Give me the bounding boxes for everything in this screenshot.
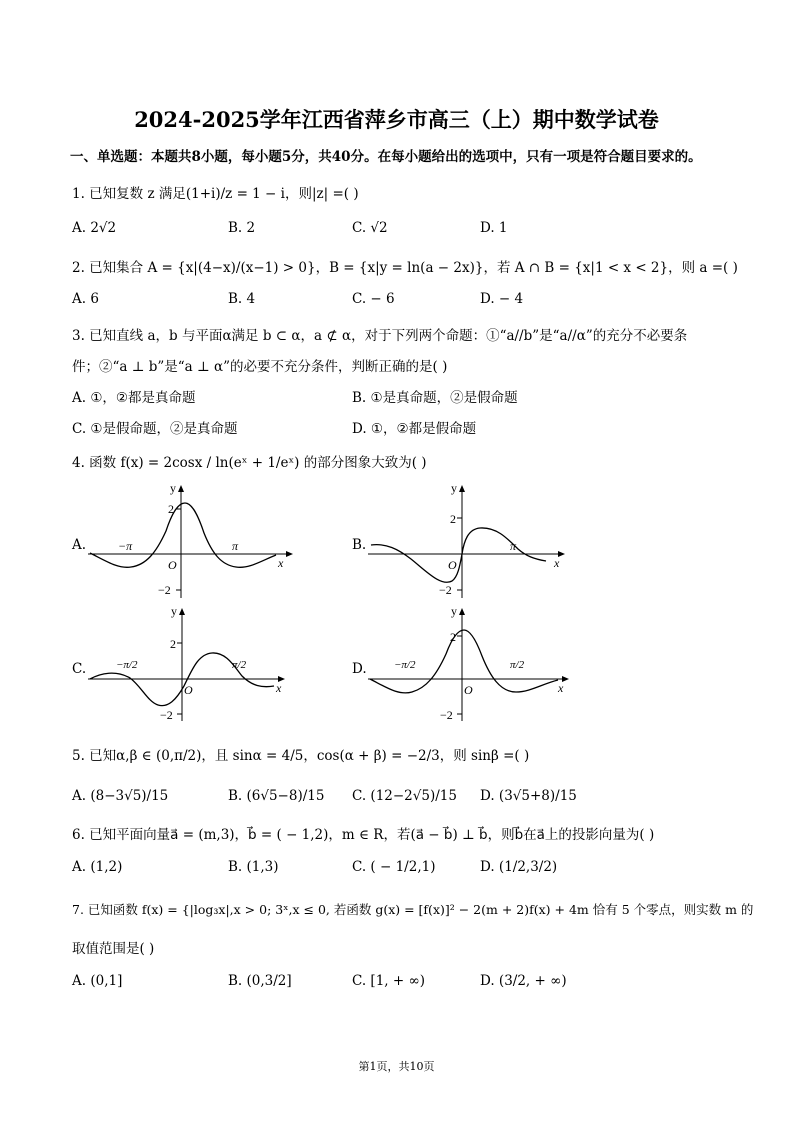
label-2: 2	[450, 512, 456, 526]
x-label: x	[558, 681, 564, 695]
x-arrow-icon	[286, 551, 293, 557]
label-2: 2	[168, 502, 174, 516]
question-1-stem: 1. 已知复数 z 满足(1+i)/z = 1 − i，则|z| =( )	[72, 186, 359, 202]
q6-option-d: D. (1/2,3/2)	[480, 859, 558, 875]
q4-option-d-label: D.	[352, 661, 367, 677]
q3-option-a: A. ①，②都是真命题	[72, 390, 196, 406]
q3-option-b: B. ①是真命题，②是假命题	[352, 390, 518, 406]
q1-option-b: B. 2	[228, 220, 256, 236]
origin-label: O	[464, 683, 473, 697]
question-7-stem: 7. 已知函数 f(x) = {|log₃x|,x > 0; 3ˣ,x ≤ 0, 若函数 g(x) = [f(x)]² − 2(m + 2)f(x) + 4m 恰有 5 个零点，则实数 m 的	[72, 902, 754, 917]
q2-option-c: C. − 6	[352, 291, 395, 307]
graph-c	[86, 606, 296, 724]
origin-label: O	[448, 558, 457, 572]
y-arrow-icon	[459, 485, 465, 492]
q2-option-b: B. 4	[228, 291, 256, 307]
q5-option-c: C. (12−2√5)/15	[352, 788, 457, 804]
graph-d	[366, 606, 576, 724]
curve	[90, 503, 276, 567]
q7-option-a: A. (0,1]	[72, 973, 123, 989]
question-6-stem: 6. 已知平面向量a⃗ = (m,3)，b⃗ = ( − 1,2)，m ∈ R，若(a⃗ − b⃗) ⊥ b⃗，则b⃗在a⃗上的投影向量为( )	[72, 827, 655, 843]
question-3-stem-cont: 件；②“a ⊥ b”是“a ⊥ α”的必要不充分条件，判断正确的是( )	[72, 359, 448, 375]
y-label: y	[170, 483, 176, 495]
label-2: 2	[450, 630, 456, 644]
q4-option-c-label: C.	[72, 661, 87, 677]
q2-option-d: D. − 4	[480, 291, 524, 307]
label-pi-half: π/2	[510, 659, 525, 671]
label-neg-pi: −π	[118, 539, 133, 553]
label-neg2: −2	[439, 583, 452, 597]
y-arrow-icon	[178, 485, 184, 492]
label-neg-pi-half: −π/2	[394, 659, 416, 671]
q3-option-d: D. ①，②都是假命题	[352, 421, 477, 437]
question-3-stem: 3. 已知直线 a，b 与平面α满足 b ⊂ α，a ⊄ α，对于下列两个命题：①“a//b”是“a//α”的充分不必要条	[72, 328, 688, 344]
q7-option-d: D. (3/2, + ∞)	[480, 973, 567, 989]
q7-option-c: C. [1, + ∞)	[352, 973, 425, 989]
question-5-stem: 5. 已知α,β ∈ (0,π/2)，且 sinα = 4/5，cos(α + β) = −2/3，则 sinβ =( )	[72, 748, 530, 764]
page-footer: 第1页，共10页	[358, 1060, 435, 1073]
question-7-stem-cont: 取值范围是( )	[72, 941, 155, 957]
q4-option-b-label: B.	[352, 537, 367, 553]
x-label: x	[554, 556, 560, 570]
graph-b	[366, 483, 576, 601]
q5-option-a: A. (8−3√5)/15	[72, 788, 169, 804]
q1-option-d: D. 1	[480, 220, 508, 236]
section-heading: 一、单选题：本题共8小题，每小题5分，共40分。在每小题给出的选项中，只有一项是符合题目要求的。	[70, 149, 702, 165]
label-pi: π	[510, 539, 517, 553]
q7-option-b: B. (0,3/2]	[228, 973, 292, 989]
q4-option-a-label: A.	[72, 537, 87, 553]
q6-option-a: A. (1,2)	[72, 859, 123, 875]
q3-option-c: C. ①是假命题，②是真命题	[72, 421, 238, 437]
graph-a	[86, 483, 296, 601]
y-label: y	[451, 483, 457, 495]
label-2: 2	[170, 637, 176, 651]
question-2-stem: 2. 已知集合 A = {x|(4−x)/(x−1) > 0}，B = {x|y = ln(a − 2x)}，若 A ∩ B = {x|1 < x < 2}，则 a =( )	[72, 260, 738, 276]
q1-option-a: A. 2√2	[72, 220, 117, 236]
label-pi: π	[232, 539, 239, 553]
q6-option-c: C. ( − 1/2,1)	[352, 859, 436, 875]
q2-option-a: A. 6	[72, 291, 99, 307]
q1-option-c: C. √2	[352, 220, 388, 236]
y-arrow-icon	[459, 608, 465, 615]
label-neg2: −2	[160, 708, 173, 722]
q5-option-d: D. (3√5+8)/15	[480, 788, 577, 804]
x-label: x	[278, 556, 284, 570]
y-label: y	[171, 606, 177, 618]
origin-label: O	[168, 558, 177, 572]
y-arrow-icon	[179, 608, 185, 615]
y-label: y	[451, 606, 457, 618]
label-pi-half: π/2	[232, 659, 247, 671]
question-4-stem: 4. 函数 f(x) = 2cosx / ln(eˣ + 1/eˣ) 的部分图象大致为( )	[72, 455, 427, 471]
origin-label: O	[184, 683, 193, 697]
label-neg2: −2	[158, 583, 171, 597]
label-neg-pi-half: −π/2	[116, 659, 138, 671]
curve	[371, 528, 546, 582]
page-title: 2024-2025学年江西省萍乡市高三（上）期中数学试卷	[134, 107, 659, 132]
q5-option-b: B. (6√5−8)/15	[228, 788, 325, 804]
label-neg2: −2	[440, 708, 453, 722]
x-label: x	[276, 681, 282, 695]
q6-option-b: B. (1,3)	[228, 859, 279, 875]
